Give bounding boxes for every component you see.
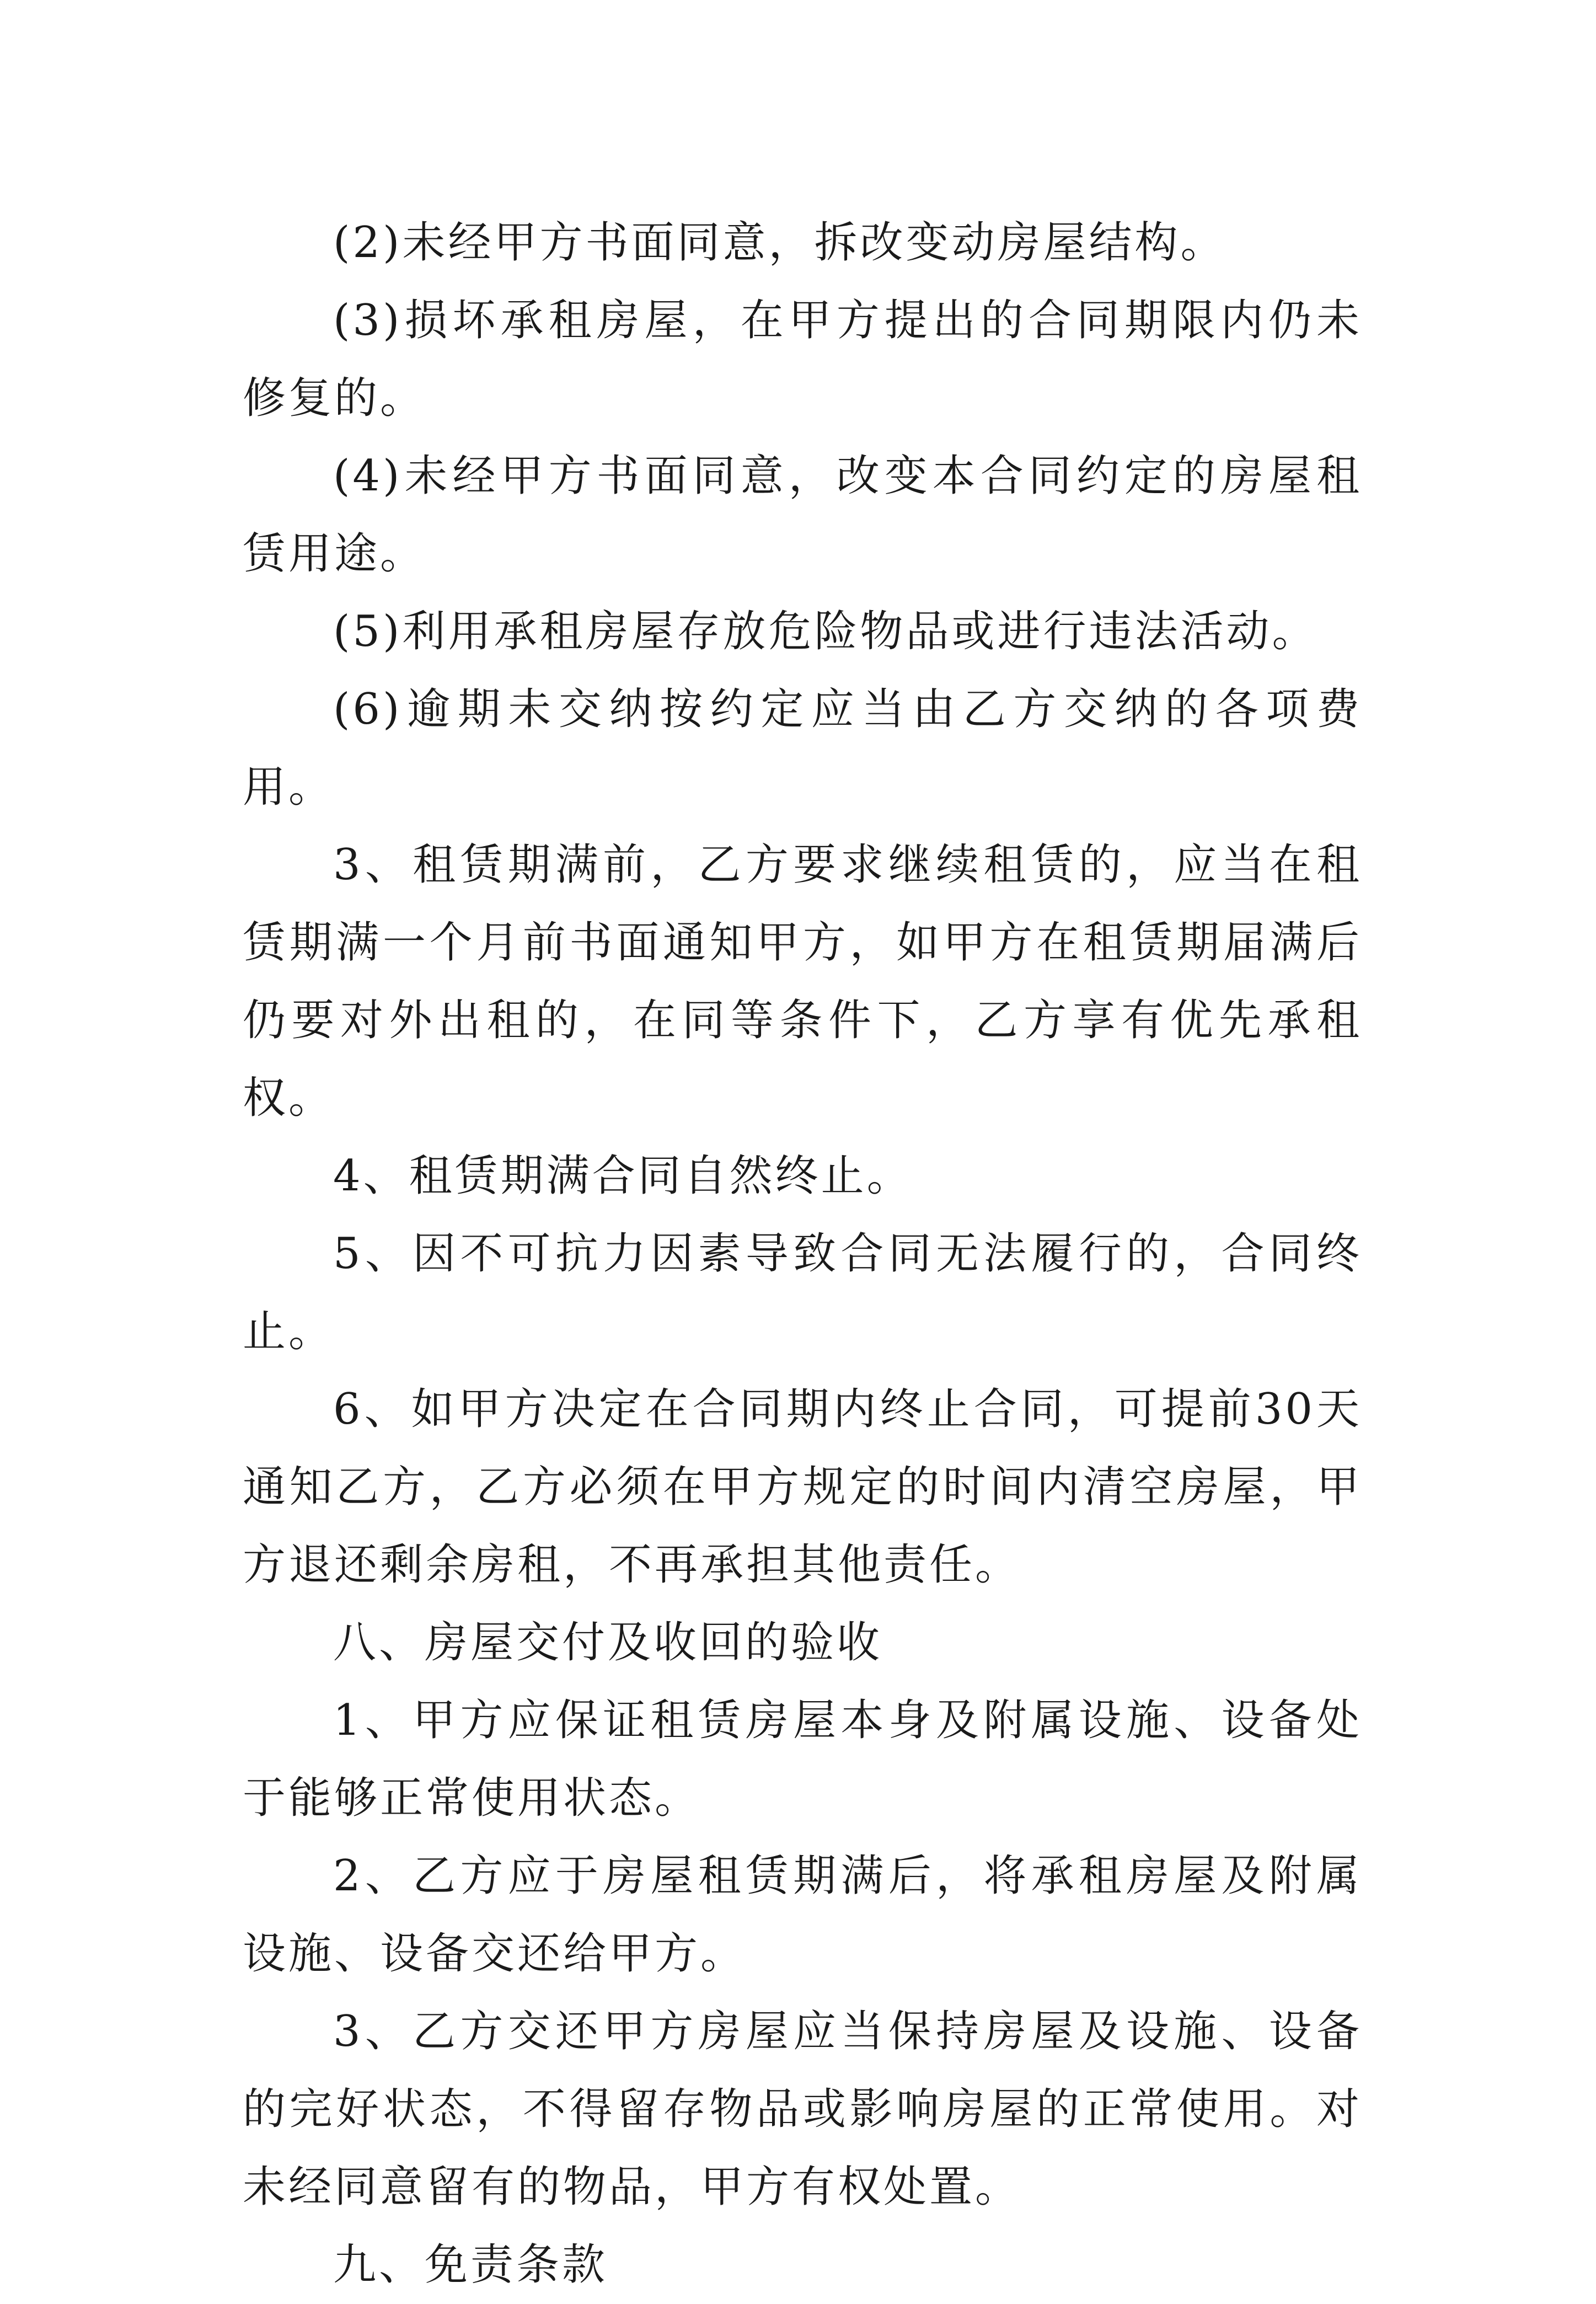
paragraph-clause-7-2-3: (3)损坏承租房屋，在甲方提出的合同期限内仍未修复的。 (243, 296, 1362, 423)
section-heading-9: 九、免责条款 (333, 2240, 608, 2290)
paragraph-clause-7-2-6: (6)逾期未交纳按约定应当由乙方交纳的各项费用。 (243, 685, 1362, 812)
paragraph-clause-8-1: 1、甲方应保证租赁房屋本身及附属设施、设备处于能够正常使用状态。 (243, 1696, 1362, 1823)
paragraph-clause-7-6: 6、如甲方决定在合同期内终止合同，可提前30天通知乙方，乙方必须在甲方规定的时间内清空房屋，甲方退还剩余房租，不再承担其他责任。 (243, 1384, 1362, 1590)
paragraph-clause-7-5: 5、因不可抗力因素导致合同无法履行的，合同终止。 (243, 1229, 1362, 1356)
section-heading-8: 八、房屋交付及收回的验收 (333, 1618, 883, 1667)
paragraph-clause-7-4: 4、租赁期满合同自然终止。 (333, 1151, 913, 1201)
paragraph-clause-7-3: 3、租赁期满前，乙方要求继续租赁的，应当在租赁期满一个月前书面通知甲方，如甲方在租赁期届满后仍要对外出租的，在同等条件下，乙方享有优先承租权。 (243, 840, 1362, 1123)
paragraph-clause-7-2-2: (2)未经甲方书面同意，拆改变动房屋结构。 (333, 218, 1227, 268)
paragraph-clause-7-2-4: (4)未经甲方书面同意，改变本合同约定的房屋租赁用途。 (243, 451, 1362, 579)
paragraph-clause-8-2: 2、乙方应于房屋租赁期满后，将承租房屋及附属设施、设备交还给甲方。 (243, 1851, 1362, 1979)
document-body (243, 204, 1362, 2304)
paragraph-clause-8-3: 3、乙方交还甲方房屋应当保持房屋及设施、设备的完好状态，不得留存物品或影响房屋的正常使用。对未经同意留有的物品，甲方有权处置。 (243, 2007, 1362, 2212)
paragraph-clause-7-2-5: (5)利用承租房屋存放危险物品或进行违法活动。 (333, 607, 1318, 656)
